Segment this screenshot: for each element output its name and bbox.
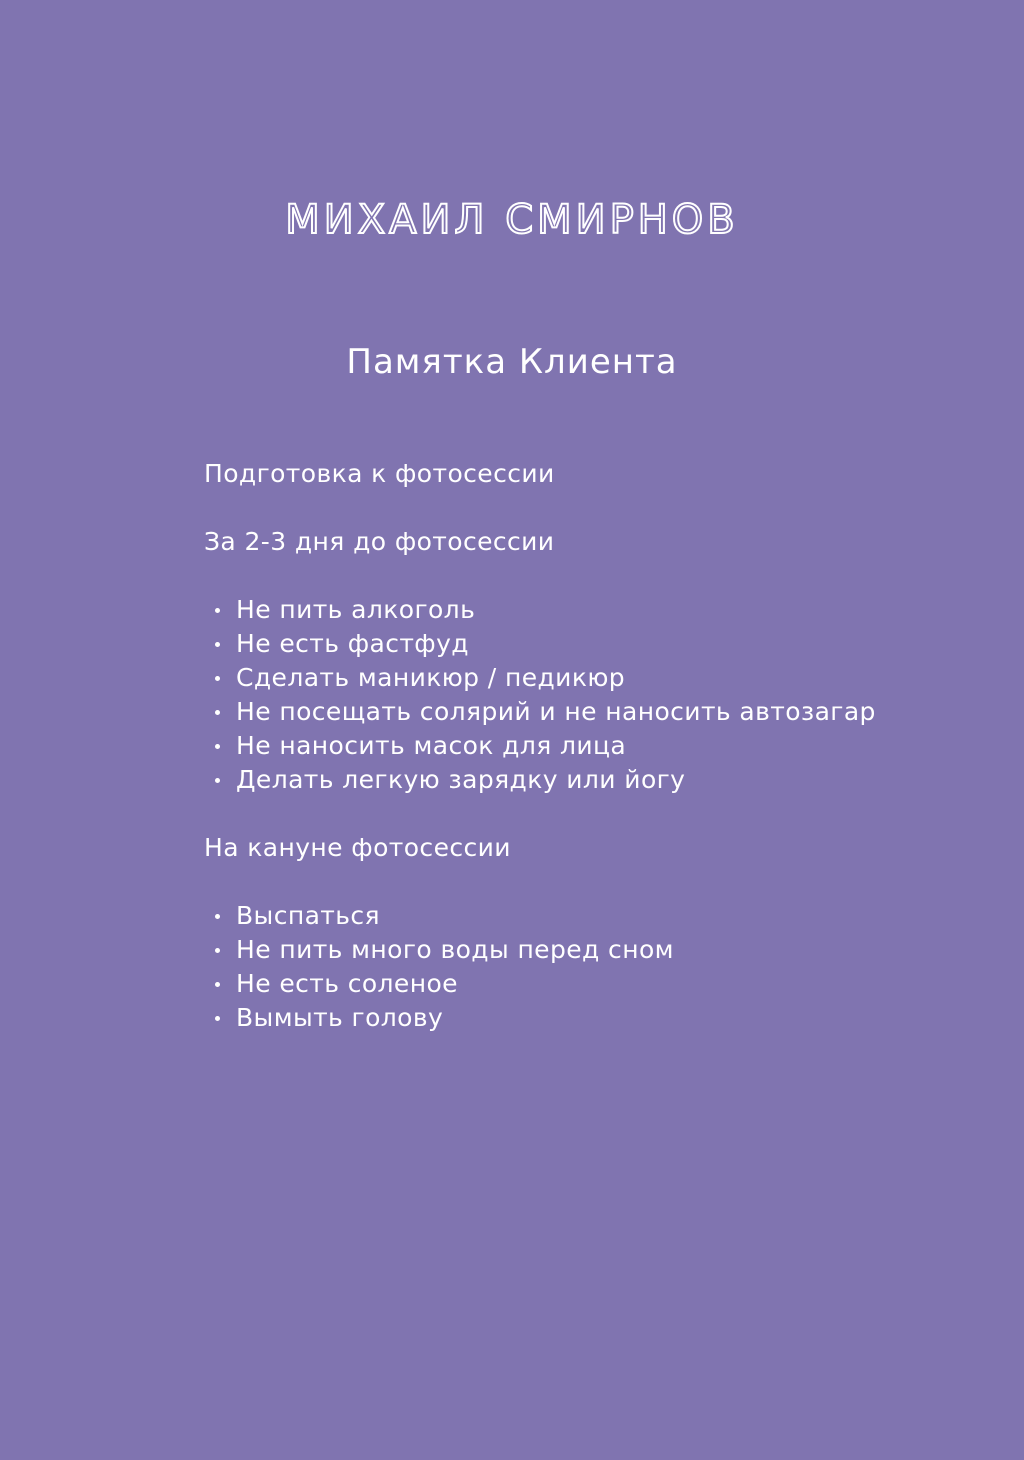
- bullet-icon: [215, 982, 220, 987]
- bullet-icon: [215, 642, 220, 647]
- list-item: [204, 661, 924, 695]
- bullet-icon: [215, 778, 220, 783]
- list-item: [204, 695, 924, 729]
- checklist-before: [204, 593, 924, 797]
- section-heading: Подготовка к фотосессии: [204, 459, 555, 488]
- group-heading-before: За 2-3 дня до фотосессии: [204, 527, 555, 556]
- bullet-icon: [215, 1016, 220, 1021]
- checklist-eve: [204, 899, 924, 1035]
- list-item-text: Не есть соленое: [236, 969, 458, 998]
- document-content: [204, 457, 924, 1035]
- list-item: [204, 627, 924, 661]
- list-item-text: Не пить много воды перед сном: [236, 935, 674, 964]
- list-item: [204, 593, 924, 627]
- list-item: [204, 899, 924, 933]
- bullet-icon: [215, 608, 220, 613]
- list-item: [204, 1001, 924, 1035]
- bullet-icon: [215, 710, 220, 715]
- bullet-icon: [215, 744, 220, 749]
- list-item-text: Вымыть голову: [236, 1003, 444, 1032]
- group-heading-eve: На кануне фотосессии: [204, 833, 511, 862]
- bullet-icon: [215, 914, 220, 919]
- document-title: Памятка Клиента: [346, 342, 678, 382]
- list-item-text: Не есть фастфуд: [236, 629, 469, 658]
- bullet-icon: [215, 676, 220, 681]
- list-item-text: Делать легкую зарядку или йогу: [236, 765, 686, 794]
- list-item-text: Не наносить масок для лица: [236, 731, 627, 760]
- list-item: [204, 729, 924, 763]
- list-item-text: Выспаться: [236, 901, 380, 930]
- list-item-text: Не посещать солярий и не наносить автозагар: [236, 697, 876, 726]
- brand-logo: МИХАИЛ СМИРНОВ: [285, 197, 739, 243]
- list-item: [204, 967, 924, 1001]
- bullet-icon: [215, 948, 220, 953]
- list-item-text: Не пить алкоголь: [236, 595, 476, 624]
- list-item: [204, 763, 924, 797]
- list-item-text: Сделать маникюр / педикюр: [236, 663, 626, 692]
- list-item: [204, 933, 924, 967]
